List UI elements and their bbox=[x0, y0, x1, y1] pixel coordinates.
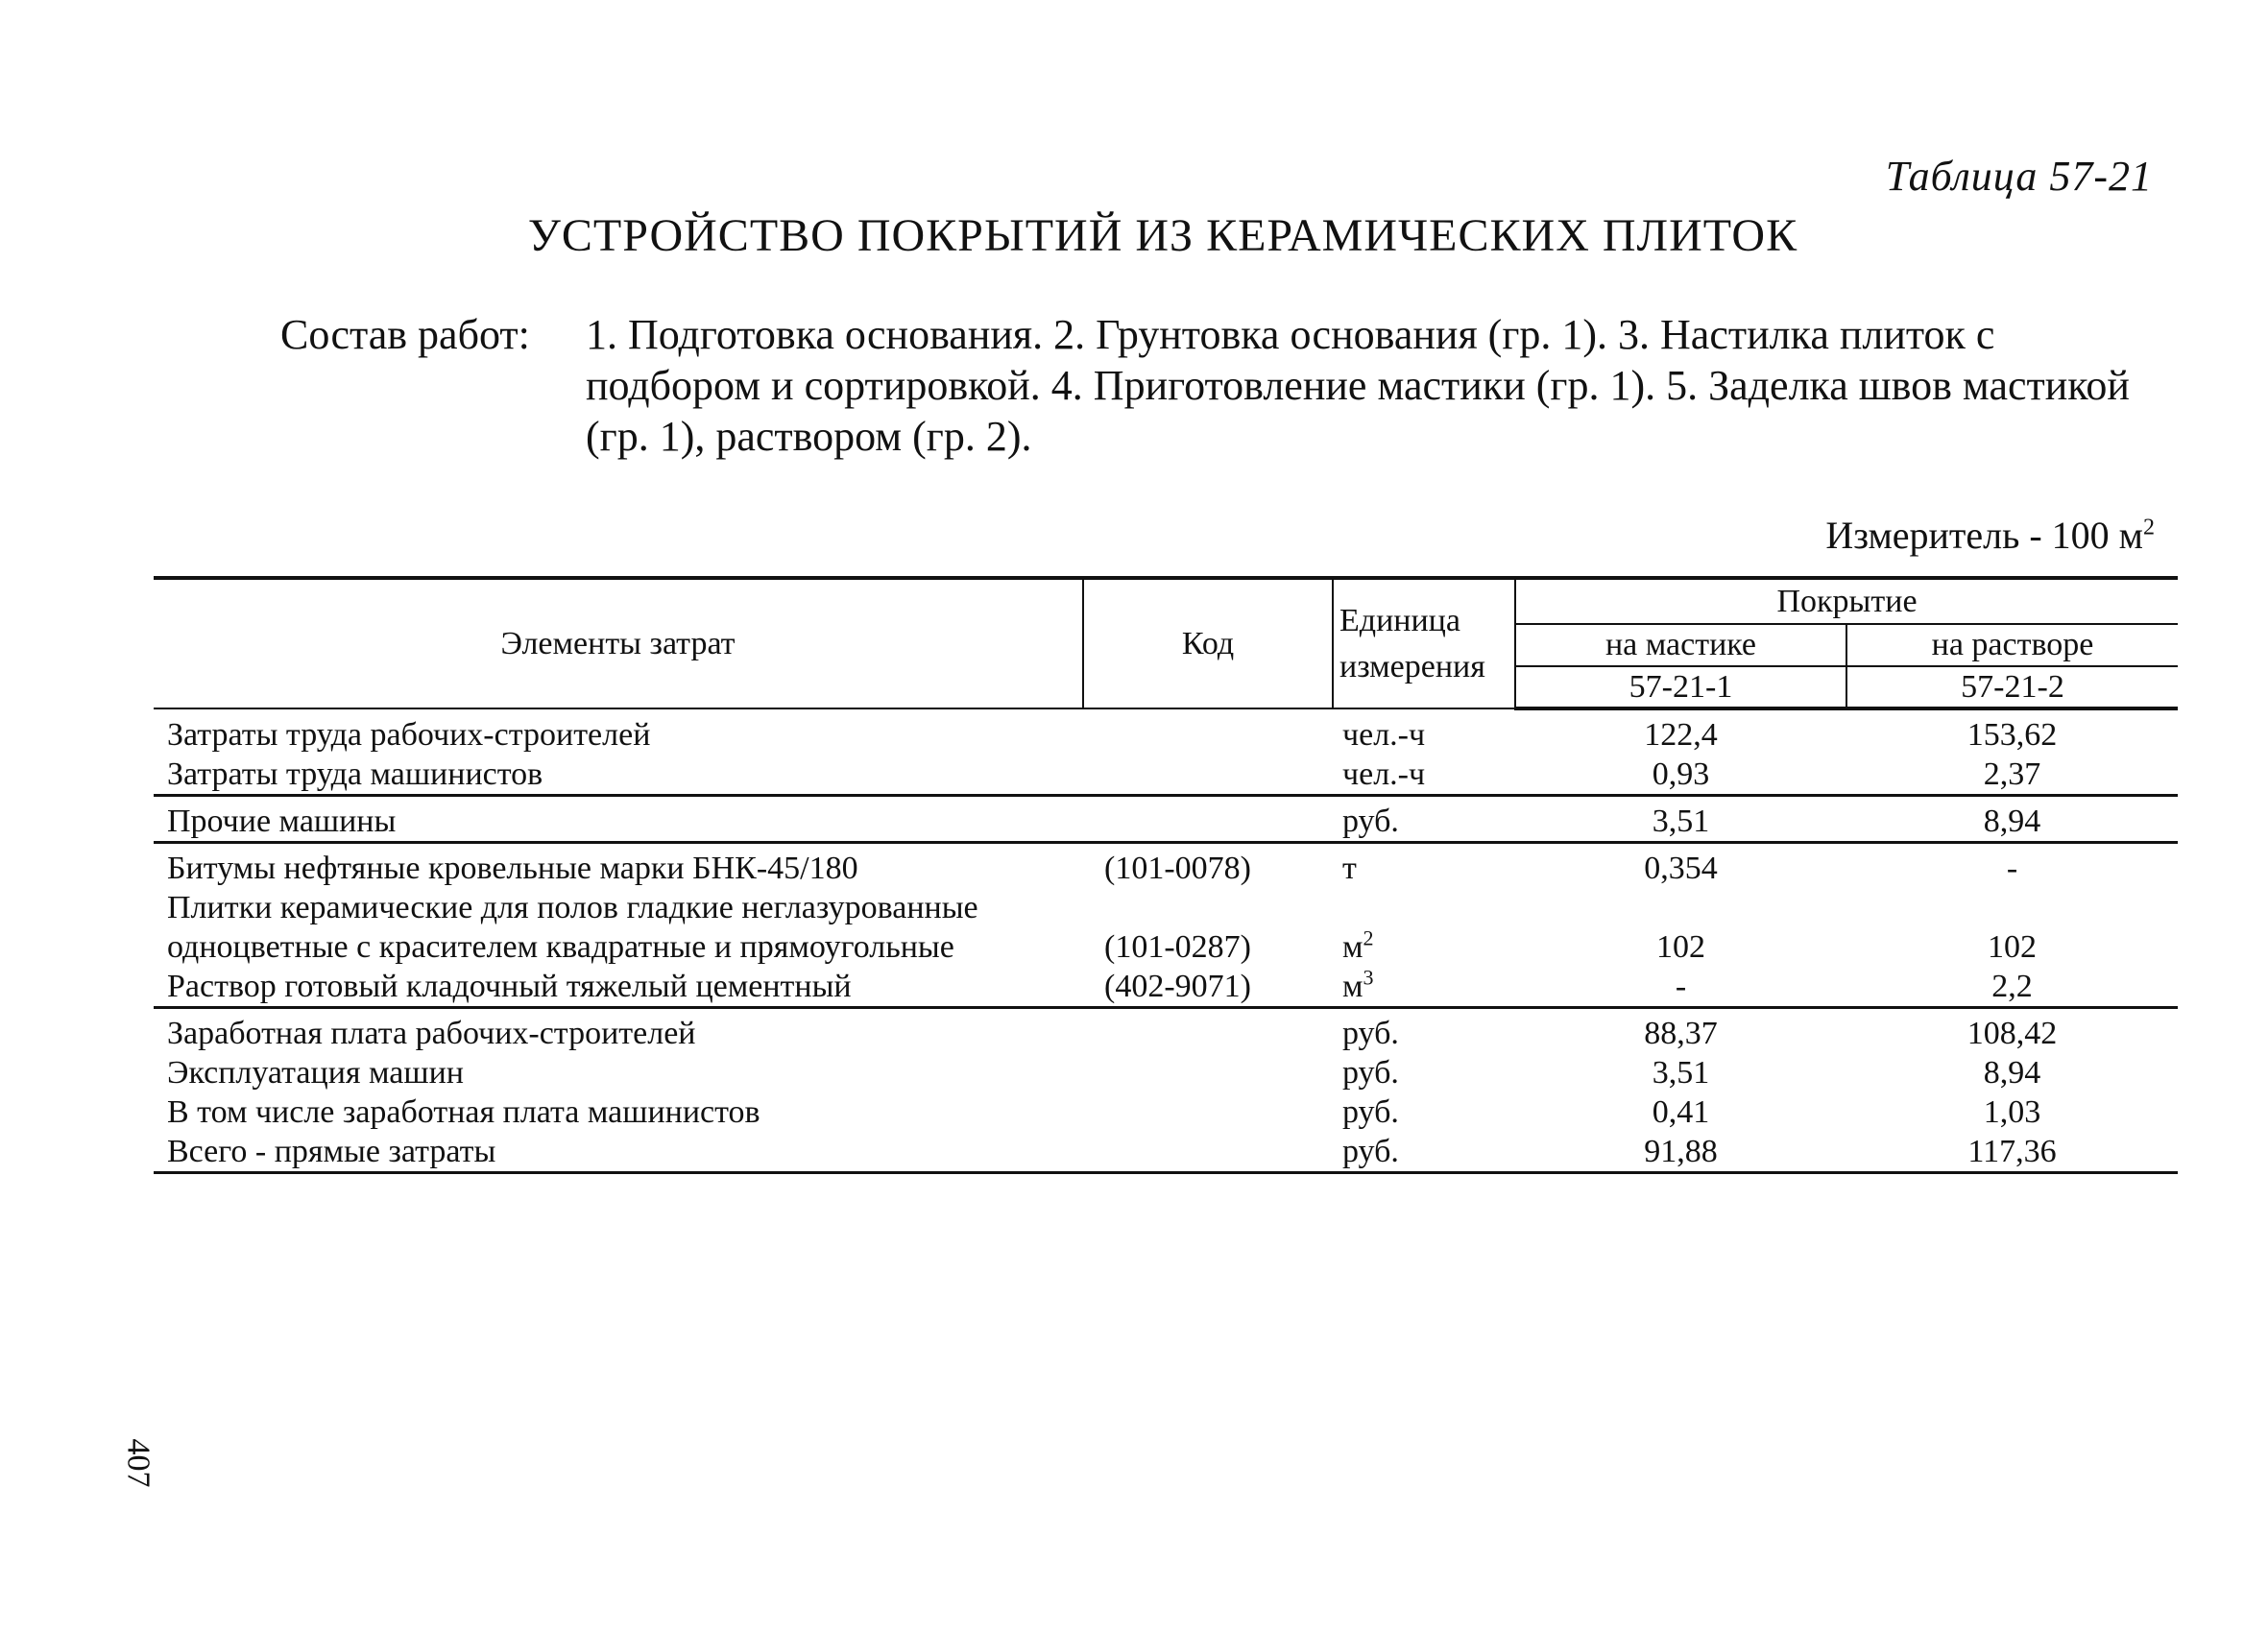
row-value-mortar: 102 bbox=[1988, 929, 2037, 965]
row-name: Битумы нефтяные кровельные марки БНК-45/180 bbox=[167, 851, 858, 886]
row-value-mortar: 153,62 bbox=[1966, 717, 2058, 753]
row-value-mortar: 108,42 bbox=[1966, 1016, 2058, 1051]
row-unit: чел.-ч bbox=[1342, 717, 1426, 753]
row-name: Плитки керамические для полов гладкие неглазурованные одноцветные с красителем квадратные и прямоугольные bbox=[167, 890, 978, 965]
row-name: Всего - прямые затраты bbox=[154, 1132, 1083, 1173]
row-value-mortar: 2,37 bbox=[1846, 755, 2178, 796]
header-on-mastic: на мастике bbox=[1515, 624, 1846, 666]
row-code: (101-0078) bbox=[1104, 851, 1251, 886]
row-unit: т bbox=[1342, 851, 1357, 886]
row-unit: $м^3$ bbox=[1333, 967, 1515, 1008]
header-code: Код bbox=[1083, 578, 1333, 708]
table-row bbox=[154, 967, 2178, 1008]
row-name: Заработная плата рабочих-строителей bbox=[167, 1016, 696, 1051]
row-name: Затраты труда машинистов bbox=[154, 755, 1083, 796]
row-value-mortar: 8,94 bbox=[1983, 1055, 2041, 1091]
row-unit: руб. bbox=[1342, 1094, 1399, 1130]
row-value-mastic: 0,354 bbox=[1644, 851, 1718, 886]
measure-unit-label: Измеритель - 100 м bbox=[1825, 514, 2143, 557]
table-row bbox=[154, 888, 2178, 967]
row-unit: руб. bbox=[1333, 1132, 1515, 1173]
table-row bbox=[154, 796, 2178, 843]
row-code bbox=[1083, 708, 1333, 755]
row-value-mastic: 0,41 bbox=[1652, 1094, 1710, 1130]
row-value-mastic: 3,51 bbox=[1515, 796, 1846, 843]
table-row bbox=[154, 1092, 2178, 1132]
row-value-mortar: 8,94 bbox=[1846, 796, 2178, 843]
row-code bbox=[1083, 1053, 1333, 1092]
row-name: Затраты труда рабочих-строителей bbox=[167, 717, 651, 753]
works-composition bbox=[280, 309, 2153, 462]
row-value-mastic: 102 bbox=[1656, 929, 1705, 965]
measure-unit bbox=[1825, 513, 2155, 558]
row-value-mastic: 122,4 bbox=[1644, 717, 1718, 753]
row-name: В том числе заработная плата машинистов bbox=[167, 1094, 760, 1130]
header-on-mortar: на растворе bbox=[1846, 624, 2178, 666]
row-unit: руб. bbox=[1342, 1016, 1399, 1051]
row-unit: чел.-ч bbox=[1333, 755, 1515, 796]
page-number: 407 bbox=[120, 1438, 157, 1488]
row-code: (402-9071) bbox=[1083, 967, 1333, 1008]
measure-unit-exponent: 2 bbox=[2143, 515, 2155, 540]
row-value-mastic: 91,88 bbox=[1515, 1132, 1846, 1173]
row-unit: $м^2$ bbox=[1342, 925, 1374, 965]
row-name: Прочие машины bbox=[154, 796, 1083, 843]
table-row bbox=[154, 755, 2178, 796]
row-unit: руб. bbox=[1333, 796, 1515, 843]
table-number: Таблица 57-21 bbox=[1885, 153, 2153, 200]
header-code-57-21-1: 57-21-1 bbox=[1515, 666, 1846, 708]
row-value-mortar: 1,03 bbox=[1983, 1094, 2041, 1130]
row-unit: руб. bbox=[1342, 1055, 1399, 1091]
row-code bbox=[1083, 755, 1333, 796]
works-label: Состав работ: bbox=[280, 311, 530, 358]
header-coverage: Покрытие bbox=[1515, 578, 2178, 624]
row-code bbox=[1083, 1132, 1333, 1173]
cost-table bbox=[154, 576, 2178, 1174]
page-title: УСТРОЙСТВО ПОКРЫТИЙ ИЗ КЕРАМИЧЕСКИХ ПЛИТОК bbox=[527, 210, 1798, 261]
row-value-mastic: - bbox=[1515, 967, 1846, 1008]
row-value-mortar: 117,36 bbox=[1846, 1132, 2178, 1173]
row-code bbox=[1083, 1092, 1333, 1132]
row-value-mastic: 88,37 bbox=[1644, 1016, 1718, 1051]
table-row bbox=[154, 1008, 2178, 1054]
header-unit: Единица измерения bbox=[1333, 578, 1515, 708]
table-row bbox=[154, 843, 2178, 889]
header-elements: Элементы затрат bbox=[154, 578, 1083, 708]
table-row bbox=[154, 1053, 2178, 1092]
row-code bbox=[1083, 1008, 1333, 1054]
header-code-57-21-2: 57-21-2 bbox=[1846, 666, 2178, 708]
row-code: (101-0287) bbox=[1104, 929, 1251, 965]
works-text: 1. Подготовка основания. 2. Грунтовка основания (гр. 1). 3. Настилка плиток с подбором и сортировкой. 4. Приготовление мастики (гр. 1). 5. Заделка швов мастикой (гр. 1), раствором (гр. 2). bbox=[586, 311, 2130, 460]
row-name: Эксплуатация машин bbox=[167, 1055, 464, 1091]
table-row bbox=[154, 1132, 2178, 1173]
row-value-mortar: - bbox=[2006, 851, 2018, 886]
row-code bbox=[1083, 796, 1333, 843]
row-value-mastic: 0,93 bbox=[1515, 755, 1846, 796]
table-row bbox=[154, 708, 2178, 755]
row-name: Раствор готовый кладочный тяжелый цементный bbox=[154, 967, 1083, 1008]
row-value-mortar: 2,2 bbox=[1846, 967, 2178, 1008]
row-value-mastic: 3,51 bbox=[1652, 1055, 1710, 1091]
